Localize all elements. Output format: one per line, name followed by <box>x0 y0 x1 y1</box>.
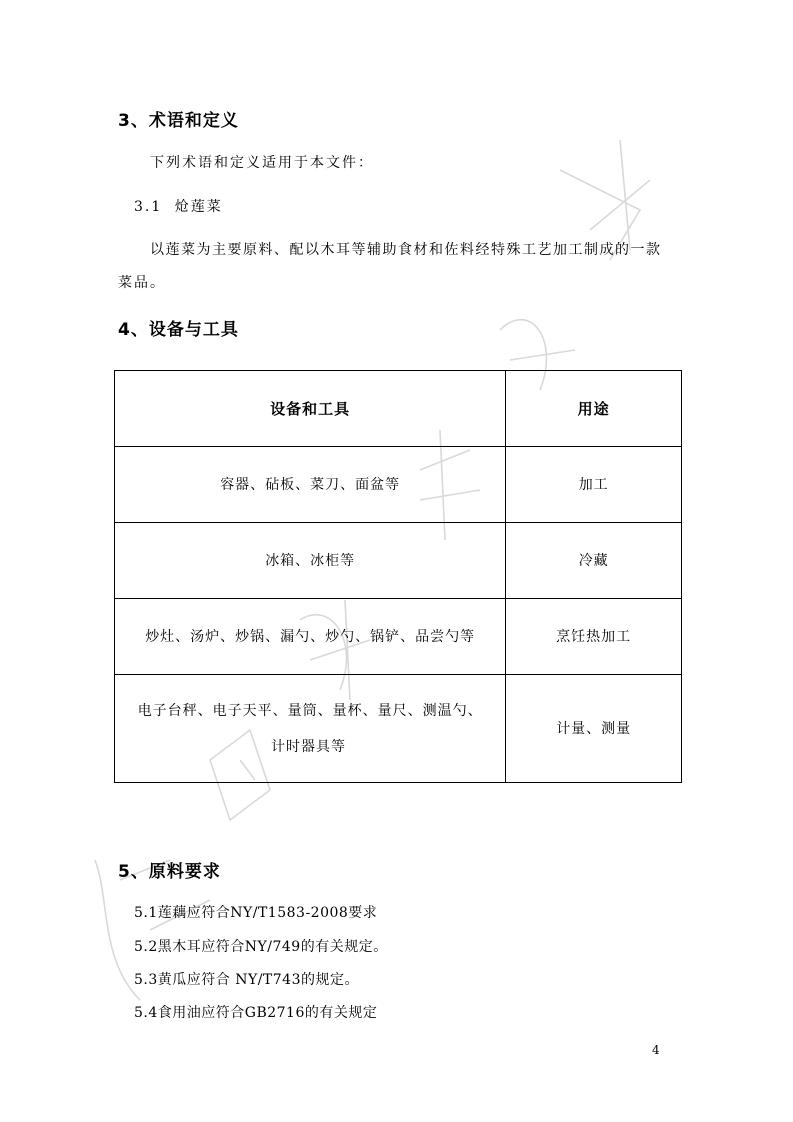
table-row <box>115 447 682 523</box>
term-number: 3.1 <box>134 199 163 215</box>
use-cell: 计量、测量 <box>506 675 682 783</box>
table-row <box>115 675 682 783</box>
list-item: 5.2黑木耳应符合NY/749的有关规定。 <box>134 939 388 955</box>
use-cell: 加工 <box>506 447 682 523</box>
use-cell: 烹饪热加工 <box>506 599 682 675</box>
term-definition-line2: 菜品。 <box>118 275 166 291</box>
tools-line2: 计时器具等 <box>271 738 346 755</box>
section-3-intro: 下列术语和定义适用于本文件： <box>150 155 374 171</box>
term-definition-line1: 以莲菜为主要原料、配以木耳等辅助食材和佐料经特殊工艺加工制成的一款 <box>150 242 662 258</box>
term-name: 炝莲菜 <box>174 199 223 215</box>
header-tools: 设备和工具 <box>115 371 506 447</box>
table-row <box>115 523 682 599</box>
tools-cell <box>115 675 506 783</box>
tools-cell: 容器、砧板、菜刀、面盆等 <box>115 447 506 523</box>
section-5-heading: 5、原料要求 <box>118 862 221 882</box>
section-3-heading: 3、术语和定义 <box>118 111 239 131</box>
list-item: 5.1莲藕应符合NY/T1583-2008要求 <box>134 905 378 921</box>
list-item: 5.3黄瓜应符合 NY/T743的规定。 <box>134 972 359 988</box>
table-header-row <box>115 371 682 447</box>
tools-cell: 冰箱、冰柜等 <box>115 523 506 599</box>
equipment-table <box>114 370 682 783</box>
tools-line1: 电子台秤、电子天平、量筒、量杯、量尺、测温勺、 <box>137 702 483 719</box>
use-cell: 冷藏 <box>506 523 682 599</box>
page-number: 4 <box>652 1043 660 1057</box>
tools-cell: 炒灶、汤炉、炒锅、漏勺、炒勺、锅铲、品尝勺等 <box>115 599 506 675</box>
table-row <box>115 599 682 675</box>
header-use: 用途 <box>506 371 682 447</box>
list-item: 5.4食用油应符合GB2716的有关规定 <box>134 1005 378 1021</box>
term-3-1 <box>134 196 223 216</box>
section-4-heading: 4、设备与工具 <box>118 320 239 340</box>
